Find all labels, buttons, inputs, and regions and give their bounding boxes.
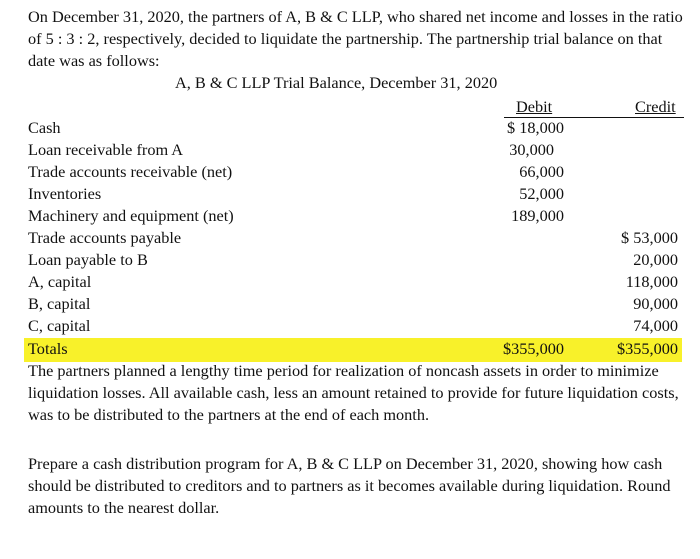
account-name: Inventories — [28, 184, 102, 203]
table-row — [0, 117, 700, 139]
credit-amount: 74,000 — [633, 316, 678, 335]
table-row — [0, 183, 700, 205]
debit-amount: 189,000 — [511, 206, 564, 225]
account-name: B, capital — [28, 294, 91, 313]
debit-amount: 52,000 — [519, 184, 564, 203]
table-row — [0, 271, 700, 293]
total-debit: $355,000 — [502, 339, 564, 358]
account-name: A, capital — [28, 272, 92, 291]
account-name: Trade accounts payable — [28, 228, 182, 247]
credit-amount: 90,000 — [633, 294, 678, 313]
account-name: C, capital — [28, 316, 91, 335]
table-row — [0, 205, 700, 227]
liquidation-plan-paragraph: The partners planned a lengthy time period for realization of noncash assets in order to minimize liquidation losses. All available cash, less an amount retained to provide for future liquidation costs, was to be distributed to the partners at the end of each month. — [28, 361, 679, 424]
table-row — [0, 161, 700, 183]
debit-amount: 30,000 — [509, 140, 554, 159]
account-name: Loan receivable from A — [28, 140, 184, 159]
account-name: Machinery and equipment (net) — [28, 206, 234, 225]
account-name: Trade accounts receivable (net) — [28, 162, 233, 181]
table-row — [0, 249, 700, 271]
trial-balance-title: A, B & C LLP Trial Balance, December 31, 2020 — [175, 73, 498, 92]
table-row — [0, 139, 700, 161]
intro-paragraph: On December 31, 2020, the partners of A, B & C LLP, who shared net income and losses in the ratio of 5 : 3 : 2, respectively, decided to liquidate the partnership. The partnership trial balance on that date was as follows: — [28, 7, 683, 70]
total-credit: $355,000 — [616, 339, 678, 358]
credit-amount: 20,000 — [633, 250, 678, 269]
instructions-paragraph: Prepare a cash distribution program for A, B & C LLP on December 31, 2020, showing how cash should be distributed to creditors and to partners as it becomes available during liquidation. Round amounts to the nearest dollar. — [28, 454, 671, 517]
totals-label: Totals — [28, 339, 68, 358]
debit-amount: 66,000 — [519, 162, 564, 181]
debit-column-header: Debit — [516, 97, 553, 116]
table-row — [0, 293, 700, 315]
account-name: Loan payable to B — [28, 250, 148, 269]
credit-amount: $ 53,000 — [621, 228, 678, 247]
account-name: Cash — [28, 118, 61, 137]
credit-column-header: Credit — [635, 97, 676, 116]
totals-row — [0, 338, 700, 360]
credit-amount: 118,000 — [625, 272, 678, 291]
table-row — [0, 315, 700, 337]
table-row — [0, 227, 700, 249]
debit-amount: $ 18,000 — [507, 118, 564, 137]
